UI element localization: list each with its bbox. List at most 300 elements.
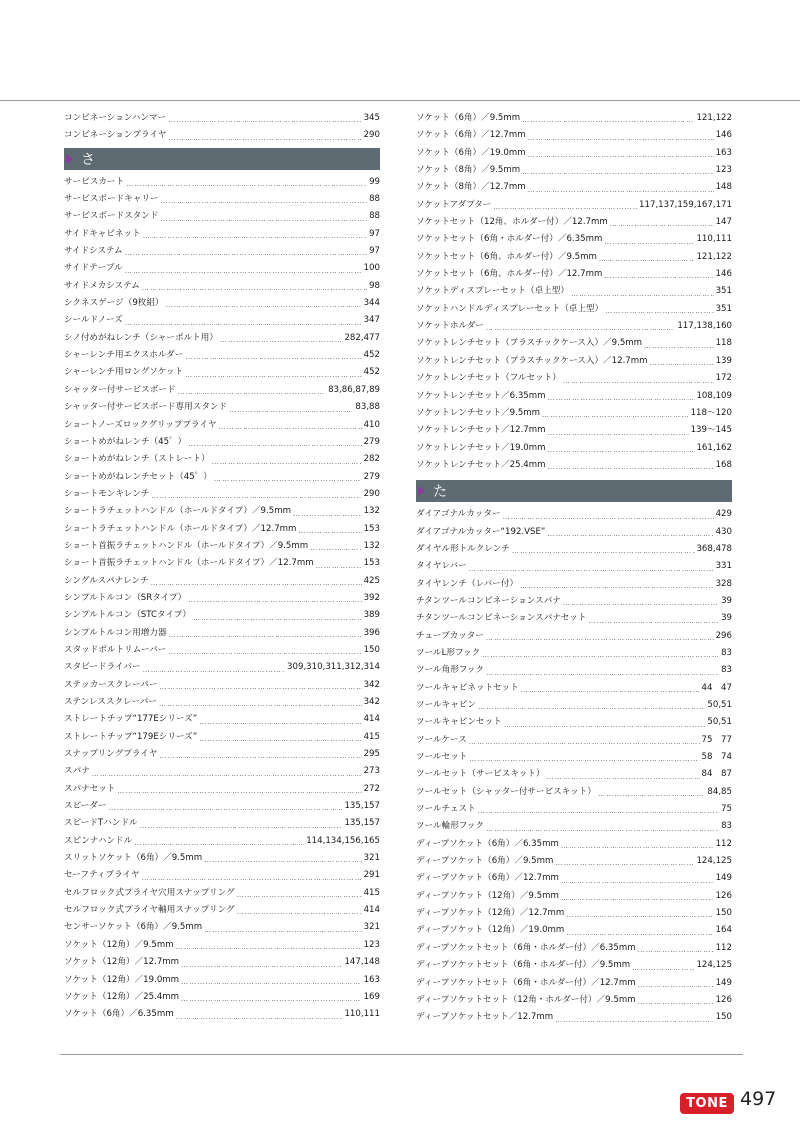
leader-dots <box>478 804 719 818</box>
leader-dots <box>168 113 361 127</box>
entry-name: ショートラチェットハンドル（ホールドタイプ）／12.7mm <box>64 523 297 534</box>
leader-dots <box>632 961 694 975</box>
entry-page: 75 77 <box>701 734 732 745</box>
leader-dots <box>638 995 714 1009</box>
index-entry <box>416 162 732 179</box>
index-entry <box>64 174 380 191</box>
index-entry <box>416 335 732 352</box>
leader-dots <box>482 648 719 662</box>
entry-name: サイドテーブル <box>64 263 123 274</box>
entry-name: ツールセット（サービスキット） <box>416 769 545 780</box>
entry-name: ソケット（12角）／25.4mm <box>64 991 180 1002</box>
entry-name: シンプルトルコン（SRタイプ） <box>64 592 187 603</box>
entry-page: 108,109 <box>696 390 732 401</box>
index-entry <box>64 295 380 312</box>
leader-dots <box>528 183 714 197</box>
entry-name: ソケットアダプター <box>416 199 492 210</box>
entry-name: スピードTハンドル <box>64 818 138 829</box>
entry-page: 58 74 <box>701 752 732 763</box>
index-entry <box>416 662 732 679</box>
entry-page: 124,125 <box>696 856 732 867</box>
entry-page: 415 <box>363 887 380 898</box>
leader-dots <box>159 749 361 763</box>
index-entry <box>64 850 380 867</box>
index-entry <box>64 815 380 832</box>
index-entry <box>416 766 732 783</box>
leader-dots <box>185 350 361 364</box>
entry-name: ツールL形フック <box>416 647 481 658</box>
index-entry <box>64 642 380 659</box>
leader-dots <box>520 579 714 593</box>
index-entry <box>64 208 380 225</box>
entry-page: 88 <box>369 211 380 222</box>
index-entry <box>64 972 380 989</box>
entry-name: シンプルトルコン（STCタイプ） <box>64 610 192 621</box>
entry-page: 118 <box>715 338 732 349</box>
entry-page: 163 <box>715 147 732 158</box>
leader-dots <box>599 252 695 266</box>
entry-page: 321 <box>363 853 380 864</box>
entry-name: ソケット（6角）／6.35mm <box>64 1009 174 1020</box>
entry-page: 429 <box>715 509 732 520</box>
index-entry <box>64 469 380 486</box>
entry-page: 389 <box>363 610 380 621</box>
entry-page: 351 <box>715 303 732 314</box>
leader-dots <box>561 874 714 888</box>
entry-page: 84 87 <box>701 769 732 780</box>
entry-page: 98 <box>369 280 380 291</box>
index-entry <box>416 680 732 697</box>
leader-dots <box>610 217 714 231</box>
logo-text: TONE <box>686 1096 728 1111</box>
index-entry <box>416 506 732 523</box>
entry-name: ストレートチップ“177Eシリーズ” <box>64 714 198 725</box>
entry-name: スタビードライバー <box>64 662 141 673</box>
leader-dots <box>528 148 714 162</box>
entry-page: 153 <box>363 558 380 569</box>
index-entry <box>64 191 380 208</box>
entry-page: 88 <box>369 194 380 205</box>
entry-name: ショート首振ラチェットハンドル（ホールドタイプ）／12.7mm <box>64 558 314 569</box>
entry-name: ソケットハンドルディスプレーセット（卓上型） <box>416 303 604 314</box>
leader-dots <box>503 510 714 524</box>
entry-page: 150 <box>715 1012 732 1023</box>
entry-name: スパナセット <box>64 783 116 794</box>
entry-name: ディープソケットセット（6角・ホルダー付）／6.35mm <box>416 942 636 953</box>
leader-dots <box>555 1013 713 1027</box>
leader-dots <box>298 524 361 538</box>
leader-dots <box>140 819 343 833</box>
entry-page: 132 <box>363 506 380 517</box>
entry-name: ディープソケット（6角）／6.35mm <box>416 838 559 849</box>
leader-dots <box>92 767 362 781</box>
entry-name: シャッター付サービスボード <box>64 384 176 395</box>
entry-name: ソケット（12角）／19.0mm <box>64 974 180 985</box>
entry-name: ショートモンキレンチ <box>64 488 150 499</box>
entry-name: ソケットレンチセット（プラスチックケース入）／12.7mm <box>416 355 648 366</box>
leader-dots <box>542 408 689 422</box>
leader-dots <box>160 680 362 694</box>
index-entry <box>64 347 380 364</box>
leader-dots <box>478 700 705 714</box>
entry-name: シンプルトルコン用増力器 <box>64 627 167 638</box>
index-entry <box>64 538 380 555</box>
leader-dots <box>199 715 361 729</box>
entry-name: シャーレンチ用ロングソケット <box>64 367 184 378</box>
index-entry <box>64 902 380 919</box>
entry-page: 452 <box>363 350 380 361</box>
entry-name: ソケット（12角）／12.7mm <box>64 957 180 968</box>
leader-dots <box>178 385 327 399</box>
index-entry <box>64 434 380 451</box>
section-kana: さ <box>81 151 95 168</box>
entry-name: サービスカート <box>64 176 125 187</box>
leader-dots <box>522 113 694 127</box>
entry-name: ツールキャビン <box>416 700 476 710</box>
entry-name: スリットソケット（6角）／9.5mm <box>64 853 203 864</box>
index-entry <box>64 885 380 902</box>
leader-dots <box>650 356 714 370</box>
entry-name: ステンレススクレーパー <box>64 697 158 707</box>
entry-page: 290 <box>363 488 380 499</box>
entry-page: 150 <box>715 908 732 919</box>
entry-name: チタンツールコンビネーションスパナ <box>416 595 561 606</box>
index-entry <box>416 457 732 474</box>
index-entry <box>64 417 380 434</box>
entry-name: ソケット（8角）／12.7mm <box>416 182 526 193</box>
entry-page: 392 <box>363 592 380 603</box>
index-entry <box>64 677 380 694</box>
entry-name: ツール角形フック <box>416 665 484 676</box>
entry-page: 84,85 <box>707 786 732 797</box>
leader-dots <box>160 212 367 226</box>
index-entry <box>416 853 732 870</box>
section-header-ta <box>416 480 732 502</box>
index-entry <box>416 957 732 974</box>
index-entry <box>64 711 380 728</box>
entry-page: 415 <box>363 731 380 742</box>
leader-dots <box>469 562 714 576</box>
entry-name: チューブカッター <box>416 630 484 641</box>
entry-page: 168 <box>715 459 732 470</box>
index-entry <box>416 714 732 731</box>
index-entry <box>64 243 380 260</box>
entry-page: 331 <box>715 561 732 572</box>
entry-name: ディープソケット（6角）／12.7mm <box>416 873 559 884</box>
entry-page: 146 <box>715 130 732 141</box>
entry-name: ツール輪形フック <box>416 821 484 832</box>
leader-dots <box>229 403 353 417</box>
index-entry <box>416 179 732 196</box>
entry-page: 148 <box>715 182 732 193</box>
entry-name: コンビネーションプライヤ <box>64 130 167 141</box>
left-top-list <box>64 110 380 145</box>
entry-name: ディープソケット（6角）／9.5mm <box>416 856 554 867</box>
entry-name: ショートめがねレンチ（ストレート） <box>64 454 210 465</box>
index-entry <box>416 422 732 439</box>
leader-dots <box>548 426 689 440</box>
leader-dots <box>504 718 706 732</box>
leader-dots <box>142 871 362 885</box>
leader-dots <box>159 697 362 711</box>
index-entry <box>416 440 732 457</box>
index-entry <box>416 801 732 818</box>
leader-dots <box>237 888 362 902</box>
entry-page: 83,88 <box>355 402 380 413</box>
entry-page: 126 <box>715 994 732 1005</box>
entry-name: ソケット（6角）／9.5mm <box>416 113 521 123</box>
leader-dots <box>493 200 637 214</box>
entry-name: スピーダー <box>64 801 107 812</box>
entry-name: サービスボードキャリー <box>64 194 159 205</box>
entry-name: ショートノーズロックグリッププライヤ <box>64 419 217 430</box>
leader-dots <box>199 732 361 746</box>
entry-page: 110,111 <box>344 1009 380 1020</box>
entry-page: 135,157 <box>344 801 380 812</box>
leader-dots <box>151 576 362 590</box>
leader-dots <box>125 246 367 260</box>
entry-name: セルフロック式プライヤ軸用スナップリング <box>64 905 235 916</box>
entry-name: スナップリングプライヤ <box>64 749 158 760</box>
entry-name: ソケットレンチセット／25.4mm <box>416 459 546 470</box>
index-entry <box>64 919 380 936</box>
entry-page: 39 <box>721 613 732 624</box>
entry-page: 296 <box>715 630 732 641</box>
leader-dots <box>293 507 362 521</box>
leader-dots <box>214 472 362 486</box>
tone-logo <box>680 1093 734 1114</box>
leader-dots <box>486 822 719 836</box>
entry-page: 345 <box>363 113 380 123</box>
entry-name: ソケットレンチセット／19.0mm <box>416 442 546 453</box>
entry-name: シャッター付サービスボード専用スタンド <box>64 402 228 413</box>
entry-page: 279 <box>363 471 380 482</box>
index-entry <box>64 694 380 711</box>
entry-page: 396 <box>363 627 380 638</box>
leader-dots <box>125 264 362 278</box>
entry-name: ツールキャビネットセット <box>416 682 519 693</box>
index-entry <box>416 318 732 335</box>
entry-name: ソケットレンチセット／12.7mm <box>416 425 546 436</box>
index-entry <box>416 524 732 541</box>
entry-page: 147 <box>715 217 732 228</box>
entry-page: 344 <box>363 298 380 309</box>
entry-page: 50,51 <box>707 700 732 710</box>
entry-page: 44 47 <box>701 682 732 693</box>
section-header-sa <box>64 148 380 170</box>
leader-dots <box>204 923 361 937</box>
entry-page: 328 <box>715 578 732 589</box>
leader-dots <box>185 368 362 382</box>
leader-dots <box>469 735 700 749</box>
entry-name: シールドノーズ <box>64 315 123 326</box>
index-entry <box>64 555 380 572</box>
leader-dots <box>168 645 361 659</box>
entry-page: 83 <box>721 665 732 676</box>
leader-dots <box>143 229 367 243</box>
entry-name: ディープソケットセット（12角・ホルダー付）／9.5mm <box>416 994 636 1005</box>
entry-name: ディープソケット（12角）／12.7mm <box>416 908 565 919</box>
top-rule <box>0 100 800 101</box>
leader-dots <box>598 787 705 801</box>
entry-page: 414 <box>363 714 380 725</box>
entry-name: セルフロック式プライヤ穴用スナップリング <box>64 887 235 898</box>
leader-dots <box>547 527 713 541</box>
entry-page: 83 <box>721 821 732 832</box>
index-entry <box>64 573 380 590</box>
entry-name: スパナ <box>64 766 90 777</box>
entry-page: 295 <box>363 749 380 760</box>
entry-name: ソケット（6角）／19.0mm <box>416 147 526 158</box>
left-column <box>64 110 380 1024</box>
triangle-marker-icon <box>66 154 73 164</box>
entry-name: ツールキャビンセット <box>416 717 502 728</box>
entry-page: 112 <box>715 838 732 849</box>
index-entry <box>416 818 732 835</box>
index-entry <box>416 214 732 231</box>
leader-dots <box>644 339 714 353</box>
index-entry <box>64 798 380 815</box>
index-entry <box>416 905 732 922</box>
leader-dots <box>143 663 285 677</box>
entry-page: 321 <box>363 922 380 933</box>
entry-page: 100 <box>363 263 380 274</box>
index-entry <box>64 625 380 642</box>
index-entry <box>416 249 732 266</box>
entry-page: 164 <box>715 925 732 936</box>
index-entry <box>64 399 380 416</box>
entry-page: 118～120 <box>690 407 732 418</box>
leader-dots <box>566 926 713 940</box>
entry-name: ショートラチェットハンドル（ホールドタイプ）／9.5mm <box>64 506 291 517</box>
entry-name: ツールセット（シャッター付サービスキット） <box>416 786 596 797</box>
index-entry <box>416 593 732 610</box>
leader-dots <box>548 443 695 457</box>
leader-dots <box>181 958 342 972</box>
leader-dots <box>604 235 694 249</box>
entry-name: ツールセット <box>416 752 468 763</box>
index-entry <box>416 628 732 645</box>
leader-dots <box>521 683 700 697</box>
index-entry <box>416 266 732 283</box>
triangle-marker-icon <box>418 486 425 496</box>
entry-page: 430 <box>715 526 732 537</box>
entry-name: ダイアゴナルカッター“192.VSE” <box>416 526 546 537</box>
leader-dots <box>571 287 714 301</box>
entry-page: 124,125 <box>696 960 732 971</box>
leader-dots <box>486 321 675 335</box>
entry-name: ソケット（12角）／9.5mm <box>64 939 174 950</box>
entry-name: サイドシステム <box>64 246 123 257</box>
entry-page: 39 <box>721 595 732 606</box>
leader-dots <box>126 177 367 191</box>
entry-page: 121,122 <box>696 113 732 123</box>
leader-dots <box>117 784 361 798</box>
entry-name: スタッドボルトリムーバー <box>64 644 167 655</box>
leader-dots <box>151 489 361 503</box>
index-entry <box>64 503 380 520</box>
entry-page: 291 <box>363 870 380 881</box>
section-kana: た <box>433 484 447 501</box>
entry-page: 368,478 <box>696 543 732 554</box>
entry-page: 150 <box>363 644 380 655</box>
entry-page: 117,137,159,167,171 <box>639 199 732 210</box>
entry-name: ダイアゴナルカッター <box>416 509 501 520</box>
entry-page: 282 <box>363 454 380 465</box>
entry-page: 112 <box>715 942 732 953</box>
leader-dots <box>561 891 714 905</box>
leader-dots <box>204 853 361 867</box>
leader-dots <box>555 856 694 870</box>
entry-page: 123 <box>363 939 380 950</box>
index-entry <box>64 127 380 144</box>
index-entry <box>416 645 732 662</box>
entry-name: ソケット（6角）／12.7mm <box>416 130 526 141</box>
index-entry <box>416 992 732 1009</box>
entry-page: 132 <box>363 540 380 551</box>
entry-name: サービスボードスタンド <box>64 211 159 222</box>
leader-dots <box>604 269 713 283</box>
index-entry <box>64 729 380 746</box>
entry-page: 114,134,156,165 <box>306 835 380 846</box>
leader-dots <box>469 752 699 766</box>
entry-name: ディープソケット（12角）／19.0mm <box>416 925 565 936</box>
entry-name: センサーソケット（6角）／9.5mm <box>64 922 203 933</box>
entry-page: 342 <box>363 679 380 690</box>
index-entry <box>64 590 380 607</box>
leader-dots <box>548 460 714 474</box>
leader-dots <box>181 975 362 989</box>
index-entry <box>64 867 380 884</box>
leader-dots <box>563 596 719 610</box>
entry-page: 99 <box>369 176 380 187</box>
index-entry <box>416 353 732 370</box>
leader-dots <box>169 628 362 642</box>
entry-page: 146 <box>715 269 732 280</box>
index-entry <box>416 940 732 957</box>
entry-name: ツールチェスト <box>416 804 476 815</box>
entry-page: 97 <box>369 228 380 239</box>
index-entry <box>64 486 380 503</box>
index-entry <box>416 922 732 939</box>
entry-page: 139 <box>715 355 732 366</box>
leader-dots <box>638 978 714 992</box>
index-entry <box>416 732 732 749</box>
index-entry <box>64 312 380 329</box>
index-entry <box>416 301 732 318</box>
index-entry <box>64 989 380 1006</box>
entry-name: ディープソケットセット／12.7mm <box>416 1012 554 1023</box>
right-column <box>416 110 732 1027</box>
leader-dots <box>486 666 719 680</box>
leader-dots <box>125 316 362 330</box>
index-entry <box>416 127 732 144</box>
leader-dots <box>169 131 362 145</box>
index-entry <box>416 558 732 575</box>
leader-dots <box>181 992 362 1006</box>
entry-name: スピンナハンドル <box>64 835 133 846</box>
entry-name: サイドキャビネット <box>64 228 141 239</box>
index-entry <box>416 197 732 214</box>
leader-dots <box>316 559 362 573</box>
entry-name: ストレートチップ“179Eシリーズ” <box>64 731 198 742</box>
index-entry <box>64 330 380 347</box>
entry-page: 282,477 <box>344 332 380 343</box>
leader-dots <box>563 374 714 388</box>
index-entry <box>416 749 732 766</box>
index-entry <box>64 110 380 127</box>
leader-dots <box>220 333 342 347</box>
